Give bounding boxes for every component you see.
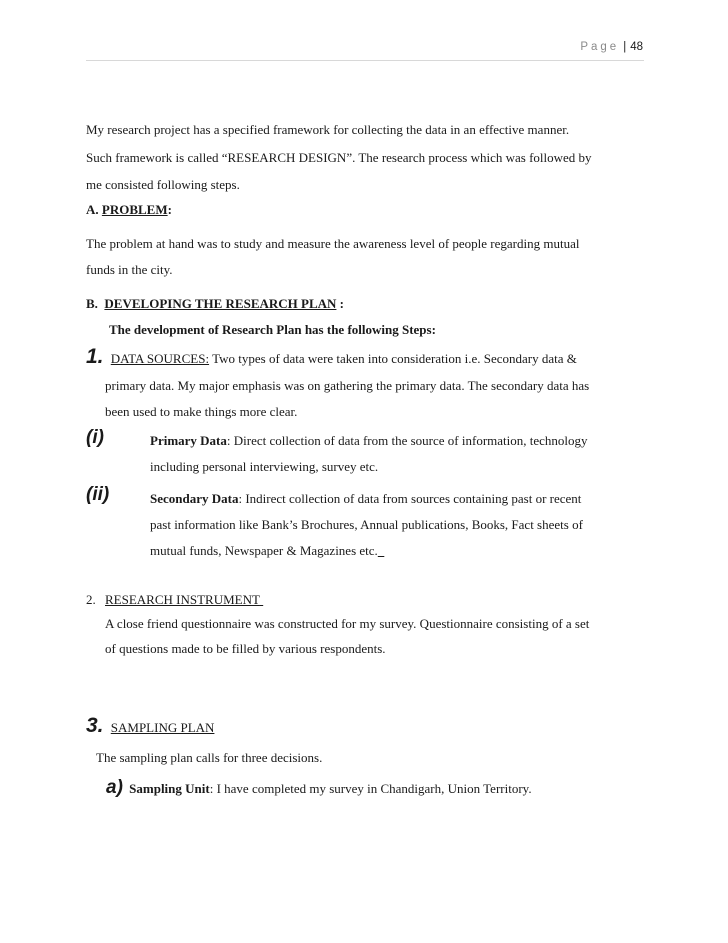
item-a-label: a) — [106, 777, 123, 798]
item-2-text-2: of questions made to be filled by various respondents. — [105, 641, 386, 656]
item-i-term: Primary Data — [150, 433, 227, 448]
intro-line-2: Such framework is called “RESEARCH DESIGN”. The research process which was followed by — [86, 150, 592, 165]
section-b-subtitle: The development of Research Plan has the following Steps: — [109, 322, 436, 337]
item-3-intro: The sampling plan calls for three decisions. — [96, 750, 323, 765]
section-b-heading — [86, 292, 644, 316]
item-i-line-1 — [150, 429, 644, 453]
section-b-title: DEVELOPING THE RESEARCH PLAN — [104, 296, 337, 311]
section-a-text-1: The problem at hand was to study and measure the awareness level of people regarding mutual — [86, 236, 580, 251]
item-ii-text-3: mutual funds, Newspaper & Magazines etc. — [150, 543, 378, 558]
item-i-text-2: including personal interviewing, survey etc. — [150, 459, 379, 474]
page-number: 48 — [630, 41, 643, 53]
section-b-suffix: : — [336, 296, 345, 311]
page-word: Page — [580, 41, 620, 53]
item-2-text-1: A close friend questionnaire was constructed for my survey. Questionnaire consisting of a set — [105, 616, 590, 631]
item-2-number: 2. — [86, 592, 96, 607]
section-a-heading — [86, 198, 644, 222]
section-b-prefix: B. — [86, 296, 98, 311]
item-1-number: 1. — [86, 345, 104, 368]
page-separator: | — [623, 41, 627, 53]
intro-line-3: me consisted following steps. — [86, 177, 240, 192]
item-ii-text-1: : Indirect collection of data from sources containing past or recent — [238, 491, 582, 506]
item-ii-line-1 — [150, 487, 644, 511]
item-a-line — [106, 776, 644, 801]
item-a-term: Sampling Unit — [129, 781, 210, 796]
item-3-number: 3. — [86, 714, 104, 737]
item-i-label: (i) — [86, 427, 104, 448]
section-a-title: PROBLEM — [101, 202, 168, 217]
section-a-text-2: funds in the city. — [86, 262, 173, 277]
item-2-title: RESEARCH INSTRUMENT — [105, 592, 260, 607]
item-1-text-2: primary data. My major emphasis was on gathering the primary data. The secondary data has — [105, 378, 590, 393]
item-1-line-1 — [86, 345, 644, 371]
intro-line-1: My research project has a specified framework for collecting the data in an effective manner. — [86, 122, 570, 137]
item-3-title: SAMPLING PLAN — [110, 720, 215, 735]
item-2-heading — [86, 588, 644, 612]
page-header — [580, 41, 643, 53]
item-1-title: DATA SOURCES: — [110, 351, 210, 366]
item-1-text-3: been used to make things more clear. — [105, 404, 298, 419]
item-3-heading — [86, 714, 644, 740]
item-ii-text-2: past information like Bank’s Brochures, Annual publications, Books, Fact sheets of — [150, 517, 583, 532]
section-a-prefix: A. — [86, 202, 99, 217]
header-rule — [86, 60, 644, 61]
section-a-suffix: : — [167, 202, 172, 217]
item-i-text-1: : Direct collection of data from the source of information, technology — [226, 433, 588, 448]
item-ii-term: Secondary Data — [150, 491, 239, 506]
item-a-text: : I have completed my survey in Chandigarh, Union Territory. — [209, 781, 532, 796]
item-1-text-1: Two types of data were taken into consideration i.e. Secondary data & — [212, 351, 577, 366]
item-ii-label: (ii) — [86, 484, 110, 505]
